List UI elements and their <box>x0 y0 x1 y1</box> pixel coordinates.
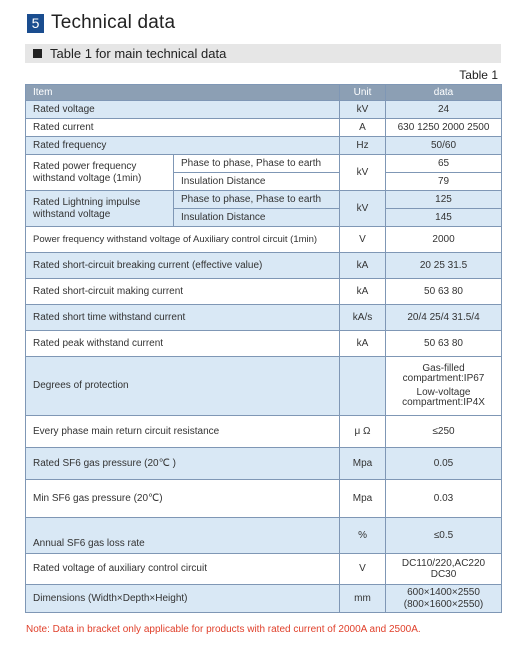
table-row <box>26 448 502 480</box>
row-unit: kV <box>340 191 386 227</box>
header-item: Item <box>26 85 340 101</box>
row-item: Rated voltage <box>26 101 340 119</box>
table-row <box>26 227 502 253</box>
table-row <box>26 279 502 305</box>
row-unit: % <box>340 518 386 554</box>
row-item <box>26 191 174 227</box>
table-row <box>26 253 502 279</box>
table-row <box>26 416 502 448</box>
row-data: 50/60 <box>386 137 502 155</box>
table-row <box>26 357 502 416</box>
row-item <box>26 155 174 191</box>
row-item-line: Rated power frequency <box>33 160 137 172</box>
row-data: ≤250 <box>386 416 502 448</box>
subtitle-bar <box>25 44 501 63</box>
table-row <box>26 119 502 137</box>
row-item: Degrees of protection <box>26 357 340 416</box>
table-row <box>26 155 502 173</box>
row-data-line: DC30 <box>430 569 457 580</box>
row-unit: V <box>340 227 386 253</box>
table-row <box>26 554 502 585</box>
table-row <box>26 305 502 331</box>
row-data-line: Gas-filled <box>422 362 465 374</box>
row-unit: mm <box>340 585 386 613</box>
row-item-line: withstand voltage (1min) <box>33 172 142 184</box>
row-unit: kV <box>340 101 386 119</box>
row-item-line: withstand voltage <box>33 208 111 220</box>
row-data: 2000 <box>386 227 502 253</box>
row-data: 630 1250 2000 2500 <box>386 119 502 137</box>
row-data-line: Low-voltage <box>416 386 471 398</box>
table-row <box>26 480 502 518</box>
row-unit: μ Ω <box>340 416 386 448</box>
table-row <box>26 331 502 357</box>
row-data: 20 25 31.5 <box>386 253 502 279</box>
row-subitem: Phase to phase, Phase to earth <box>174 191 340 209</box>
technical-data-table <box>25 84 502 613</box>
row-data <box>386 585 502 613</box>
table-row <box>26 101 502 119</box>
row-data: 0.03 <box>386 480 502 518</box>
row-item: Rated peak withstand current <box>26 331 340 357</box>
row-subitem: Phase to phase, Phase to earth <box>174 155 340 173</box>
row-unit: A <box>340 119 386 137</box>
row-data: 0.05 <box>386 448 502 480</box>
row-item: Rated short-circuit making current <box>26 279 340 305</box>
row-item: Rated current <box>26 119 340 137</box>
row-item: Min SF6 gas pressure (20℃) <box>26 480 340 518</box>
row-data-line: compartment:IP4X <box>402 397 485 408</box>
table-row <box>26 191 502 209</box>
row-data: 50 63 80 <box>386 279 502 305</box>
row-unit: Mpa <box>340 480 386 518</box>
row-subitem: Insulation Distance <box>174 173 340 191</box>
row-unit: kV <box>340 155 386 191</box>
footnote: Note: Data in bracket only applicable for products with rated current of 2000A and 2500A. <box>26 624 421 635</box>
row-item: Rated short time withstand current <box>26 305 340 331</box>
row-data-line: compartment:IP67 <box>402 373 485 384</box>
row-item: Dimensions (Width×Depth×Height) <box>26 585 340 613</box>
row-data-line: DC110/220,AC220 <box>401 557 486 569</box>
row-data-line: 600×1400×2550 <box>407 587 480 598</box>
row-data: ≤0.5 <box>386 518 502 554</box>
row-item: Annual SF6 gas loss rate <box>26 518 340 554</box>
row-data: 65 <box>386 155 502 173</box>
row-data: 145 <box>386 209 502 227</box>
table-label: Table 1 <box>459 68 498 82</box>
table-row <box>26 518 502 554</box>
row-item: Every phase main return circuit resistance <box>26 416 340 448</box>
row-unit <box>340 357 386 416</box>
row-unit: kA <box>340 331 386 357</box>
row-item: Rated frequency <box>26 137 340 155</box>
row-data: 24 <box>386 101 502 119</box>
row-data: 50 63 80 <box>386 331 502 357</box>
row-item: Rated SF6 gas pressure (20℃ ) <box>26 448 340 480</box>
row-data: 79 <box>386 173 502 191</box>
table-row <box>26 585 502 613</box>
row-unit: kA <box>340 279 386 305</box>
row-unit: Mpa <box>340 448 386 480</box>
row-data <box>386 357 502 416</box>
header-unit: Unit <box>340 85 386 101</box>
row-data: 20/4 25/4 31.5/4 <box>386 305 502 331</box>
bullet-square-icon <box>33 49 42 58</box>
section-header <box>27 12 175 34</box>
row-data-line: (800×1600×2550) <box>403 598 484 610</box>
row-data: 125 <box>386 191 502 209</box>
row-item: Rated voltage of auxiliary control circuit <box>26 554 340 585</box>
table-header-row <box>26 85 502 101</box>
row-item-line: Rated Lightning impulse <box>33 196 141 208</box>
row-unit: V <box>340 554 386 585</box>
section-number-badge: 5 <box>27 14 44 33</box>
row-subitem: Insulation Distance <box>174 209 340 227</box>
row-unit: kA/s <box>340 305 386 331</box>
row-data <box>386 554 502 585</box>
row-unit: kA <box>340 253 386 279</box>
row-item: Rated short-circuit breaking current (effective value) <box>26 253 340 279</box>
row-unit: Hz <box>340 137 386 155</box>
section-title: Technical data <box>51 12 176 33</box>
row-item: Power frequency withstand voltage of Auxiliary control circuit (1min) <box>26 227 340 253</box>
header-data: data <box>386 85 502 101</box>
table-row <box>26 137 502 155</box>
subtitle: Table 1 for main technical data <box>50 46 227 61</box>
